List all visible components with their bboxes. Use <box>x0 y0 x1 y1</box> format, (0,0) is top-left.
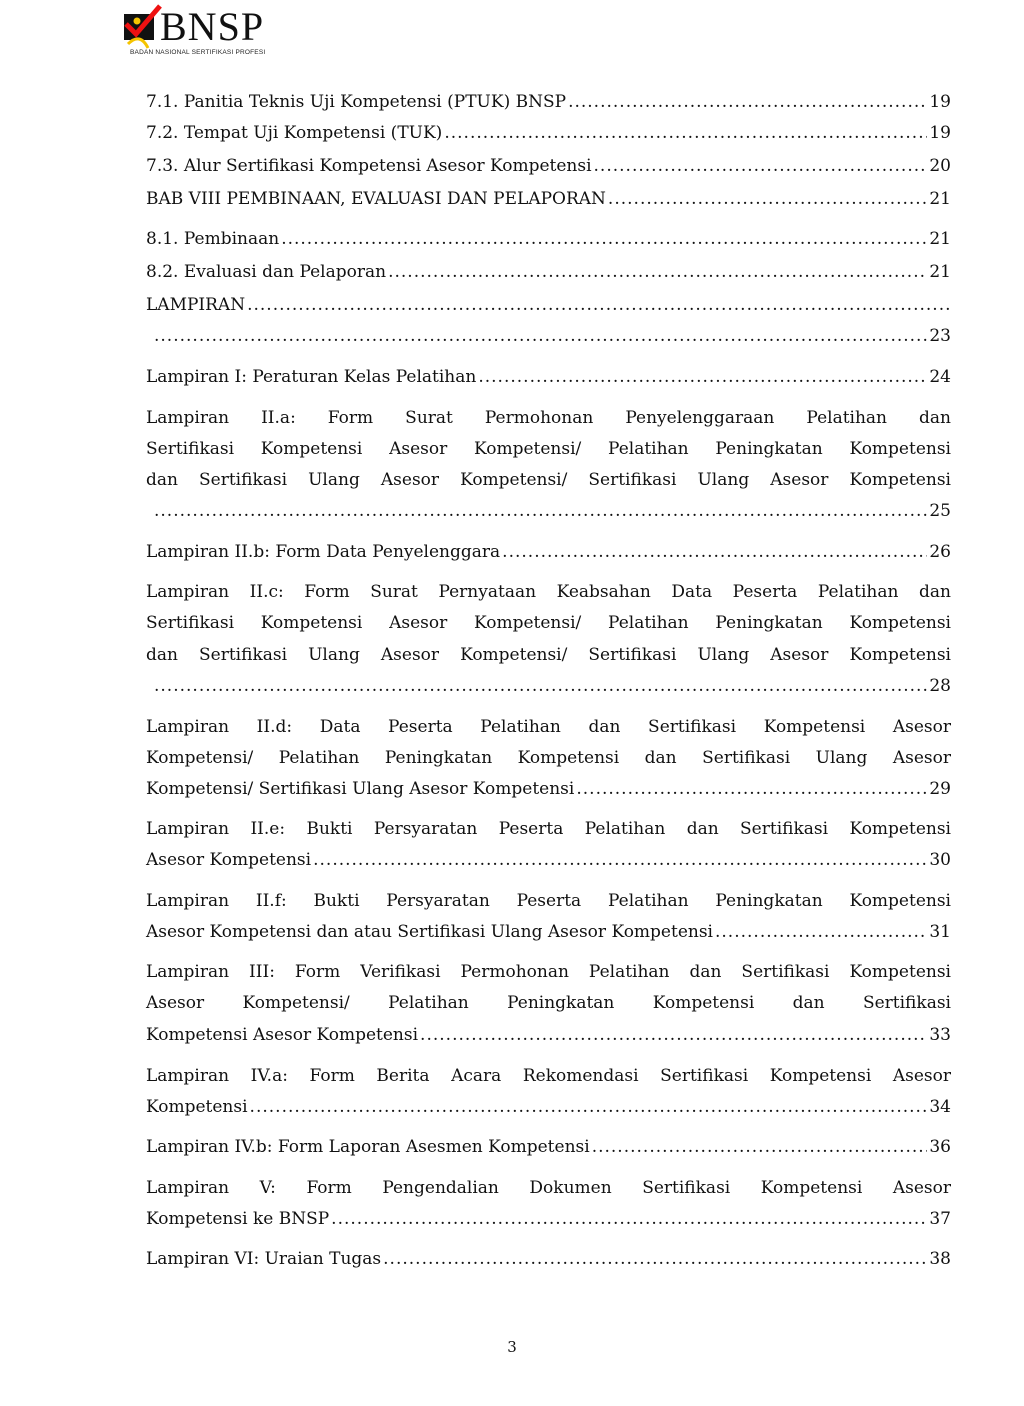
toc-entry-title: Kompetensi/ Pelatihan Peningkatan Kompetensi dan Sertifikasi Ulang Asesor <box>146 748 951 768</box>
toc-entry-title: 8.2. Evaluasi dan Pelaporan <box>146 262 387 282</box>
toc-entry-title: Lampiran II.d: Data Peserta Pelatihan dan Sertifikasi Kompetensi Asesor <box>146 717 951 737</box>
toc-page-number: 25 <box>929 501 951 521</box>
toc-page-number: 37 <box>929 1209 951 1229</box>
toc-page-number: 21 <box>929 229 951 249</box>
toc-entry-line[interactable] <box>146 960 951 984</box>
toc-entry-title: LAMPIRAN <box>146 295 246 315</box>
toc-entry-title: Kompetensi ke BNSP <box>146 1209 330 1229</box>
dot-leader <box>444 121 927 145</box>
toc-entry-title: 7.1. Panitia Teknis Uji Kompetensi (PTUK) BNSP <box>146 92 567 112</box>
dot-leader <box>331 1207 927 1231</box>
toc-entry-title: Lampiran I: Peraturan Kelas Pelatihan <box>146 367 477 387</box>
toc-entry-title: Lampiran II.a: Form Surat Permohonan Penyelenggaraan Pelatihan dan <box>146 408 951 428</box>
toc-page-number: 31 <box>929 922 951 942</box>
bnsp-logo <box>122 4 282 58</box>
dot-leader <box>715 920 927 944</box>
toc-page-number: 36 <box>929 1137 951 1157</box>
dot-leader <box>154 499 927 523</box>
toc-entry-title: Lampiran VI: Uraian Tugas <box>146 1249 382 1269</box>
toc-entry-line[interactable] <box>146 777 951 801</box>
dot-leader <box>502 540 927 564</box>
toc-entry-line[interactable] <box>146 611 951 635</box>
dot-leader <box>383 1247 927 1271</box>
toc-entry-line[interactable] <box>146 293 951 317</box>
logo-subtitle: BADAN NASIONAL SERTIFIKASI PROFESI <box>130 49 266 56</box>
toc-entry-title: Sertifikasi Kompetensi Asesor Kompetensi/ Pelatihan Peningkatan Kompetensi <box>146 439 951 459</box>
toc-entry-line[interactable] <box>146 580 951 604</box>
toc-entry-line[interactable] <box>146 260 951 284</box>
toc-entry-line[interactable] <box>146 365 951 389</box>
dot-leader <box>592 1135 928 1159</box>
toc-entry-line[interactable] <box>146 920 951 944</box>
toc-entry-title: Lampiran IV.b: Form Laporan Asesmen Kompetensi <box>146 1137 590 1157</box>
toc-entry-line[interactable] <box>146 674 951 698</box>
toc-entry-line[interactable] <box>146 154 951 178</box>
toc-entry-line[interactable] <box>146 406 951 430</box>
toc-page-number: 28 <box>929 676 951 696</box>
toc-entry-line[interactable] <box>146 1207 951 1231</box>
dot-leader <box>608 187 927 211</box>
toc-entry-title: BAB VIII PEMBINAAN, EVALUASI DAN PELAPORAN <box>146 189 606 209</box>
toc-entry-title: Lampiran V: Form Pengendalian Dokumen Sertifikasi Kompetensi Asesor <box>146 1178 951 1198</box>
toc-entry-title: 7.2. Tempat Uji Kompetensi (TUK) <box>146 123 443 143</box>
toc-entry-line[interactable] <box>146 437 951 461</box>
toc-entry-line[interactable] <box>146 715 951 739</box>
toc-page-number: 23 <box>929 326 951 346</box>
toc-entry-title: Kompetensi <box>146 1097 248 1117</box>
toc-page-number: 30 <box>929 850 951 870</box>
page-number: 3 <box>507 1338 517 1356</box>
toc-entry-line[interactable] <box>146 1135 951 1159</box>
toc-entry-title: Sertifikasi Kompetensi Asesor Kompetensi/ Pelatihan Peningkatan Kompetensi <box>146 613 951 633</box>
toc-page-number: 19 <box>929 92 951 112</box>
dot-leader <box>281 227 927 251</box>
toc-page-number: 29 <box>929 779 951 799</box>
toc-entry-title: Asesor Kompetensi dan atau Sertifikasi Ulang Asesor Kompetensi <box>146 922 713 942</box>
toc-entry-title: 8.1. Pembinaan <box>146 229 280 249</box>
toc-page-number: 26 <box>929 542 951 562</box>
toc-entry-line[interactable] <box>146 1023 951 1047</box>
toc-entry-line[interactable] <box>146 1064 951 1088</box>
toc-entry-line[interactable] <box>146 499 951 523</box>
toc-entry-line[interactable] <box>146 991 951 1015</box>
toc-entry-title: Asesor Kompetensi <box>146 850 312 870</box>
toc-entry-line[interactable] <box>146 90 951 114</box>
toc-entry-line[interactable] <box>146 187 951 211</box>
logo-text: BNSP <box>160 4 265 49</box>
toc-entry-title: Asesor Kompetensi/ Pelatihan Peningkatan Kompetensi dan Sertifikasi <box>146 993 951 1013</box>
toc-entry-line[interactable] <box>146 468 951 492</box>
toc-entry-line[interactable] <box>146 848 951 872</box>
toc-entry-line[interactable] <box>146 817 951 841</box>
toc-entry-line[interactable] <box>146 746 951 770</box>
dot-leader <box>247 293 949 317</box>
toc-page-number: 19 <box>929 123 951 143</box>
toc-entry-line[interactable] <box>146 121 951 145</box>
toc-entry-title: Kompetensi Asesor Kompetensi <box>146 1025 419 1045</box>
dot-leader <box>420 1023 927 1047</box>
toc-entry-line[interactable] <box>146 1247 951 1271</box>
toc-entry-line[interactable] <box>146 643 951 667</box>
toc-page-number: 34 <box>929 1097 951 1117</box>
toc-entry-title: 7.3. Alur Sertifikasi Kompetensi Asesor Kompetensi <box>146 156 592 176</box>
toc-page-number: 38 <box>929 1249 951 1269</box>
toc-entry-title: Lampiran II.f: Bukti Persyaratan Peserta Pelatihan Peningkatan Kompetensi <box>146 891 951 911</box>
toc-entry-title: Lampiran II.c: Form Surat Pernyataan Keabsahan Data Peserta Pelatihan dan <box>146 582 951 602</box>
toc-entry-title: Lampiran II.b: Form Data Penyelenggara <box>146 542 501 562</box>
dot-leader <box>594 154 928 178</box>
toc-entry-line[interactable] <box>146 227 951 251</box>
toc-entry-line[interactable] <box>146 1095 951 1119</box>
toc-entry-title: Kompetensi/ Sertifikasi Ulang Asesor Kompetensi <box>146 779 575 799</box>
toc-page-number: 21 <box>929 262 951 282</box>
dot-leader <box>478 365 927 389</box>
dot-leader <box>388 260 927 284</box>
toc-entry-title: Lampiran IV.a: Form Berita Acara Rekomendasi Sertifikasi Kompetensi Asesor <box>146 1066 951 1086</box>
toc-entry-title: dan Sertifikasi Ulang Asesor Kompetensi/ Sertifikasi Ulang Asesor Kompetensi <box>146 470 951 490</box>
toc-entry-line[interactable] <box>146 540 951 564</box>
dot-leader <box>313 848 927 872</box>
toc-page-number: 33 <box>929 1025 951 1045</box>
toc-page-number: 24 <box>929 367 951 387</box>
toc-entry-title: dan Sertifikasi Ulang Asesor Kompetensi/ Sertifikasi Ulang Asesor Kompetensi <box>146 645 951 665</box>
dot-leader <box>154 324 927 348</box>
toc-entry-line[interactable] <box>146 889 951 913</box>
dot-leader <box>154 674 927 698</box>
dot-leader <box>568 90 927 114</box>
toc-entry-title: Lampiran II.e: Bukti Persyaratan Peserta Pelatihan dan Sertifikasi Kompetensi <box>146 819 951 839</box>
toc-entry-line[interactable] <box>146 324 951 348</box>
dot-leader <box>576 777 927 801</box>
toc-page-number: 20 <box>929 156 951 176</box>
toc-entry-line[interactable] <box>146 1176 951 1200</box>
bnsp-emblem-icon <box>122 4 162 50</box>
toc-entry-title: Lampiran III: Form Verifikasi Permohonan Pelatihan dan Sertifikasi Kompetensi <box>146 962 951 982</box>
toc-page-number: 21 <box>929 189 951 209</box>
dot-leader <box>250 1095 928 1119</box>
